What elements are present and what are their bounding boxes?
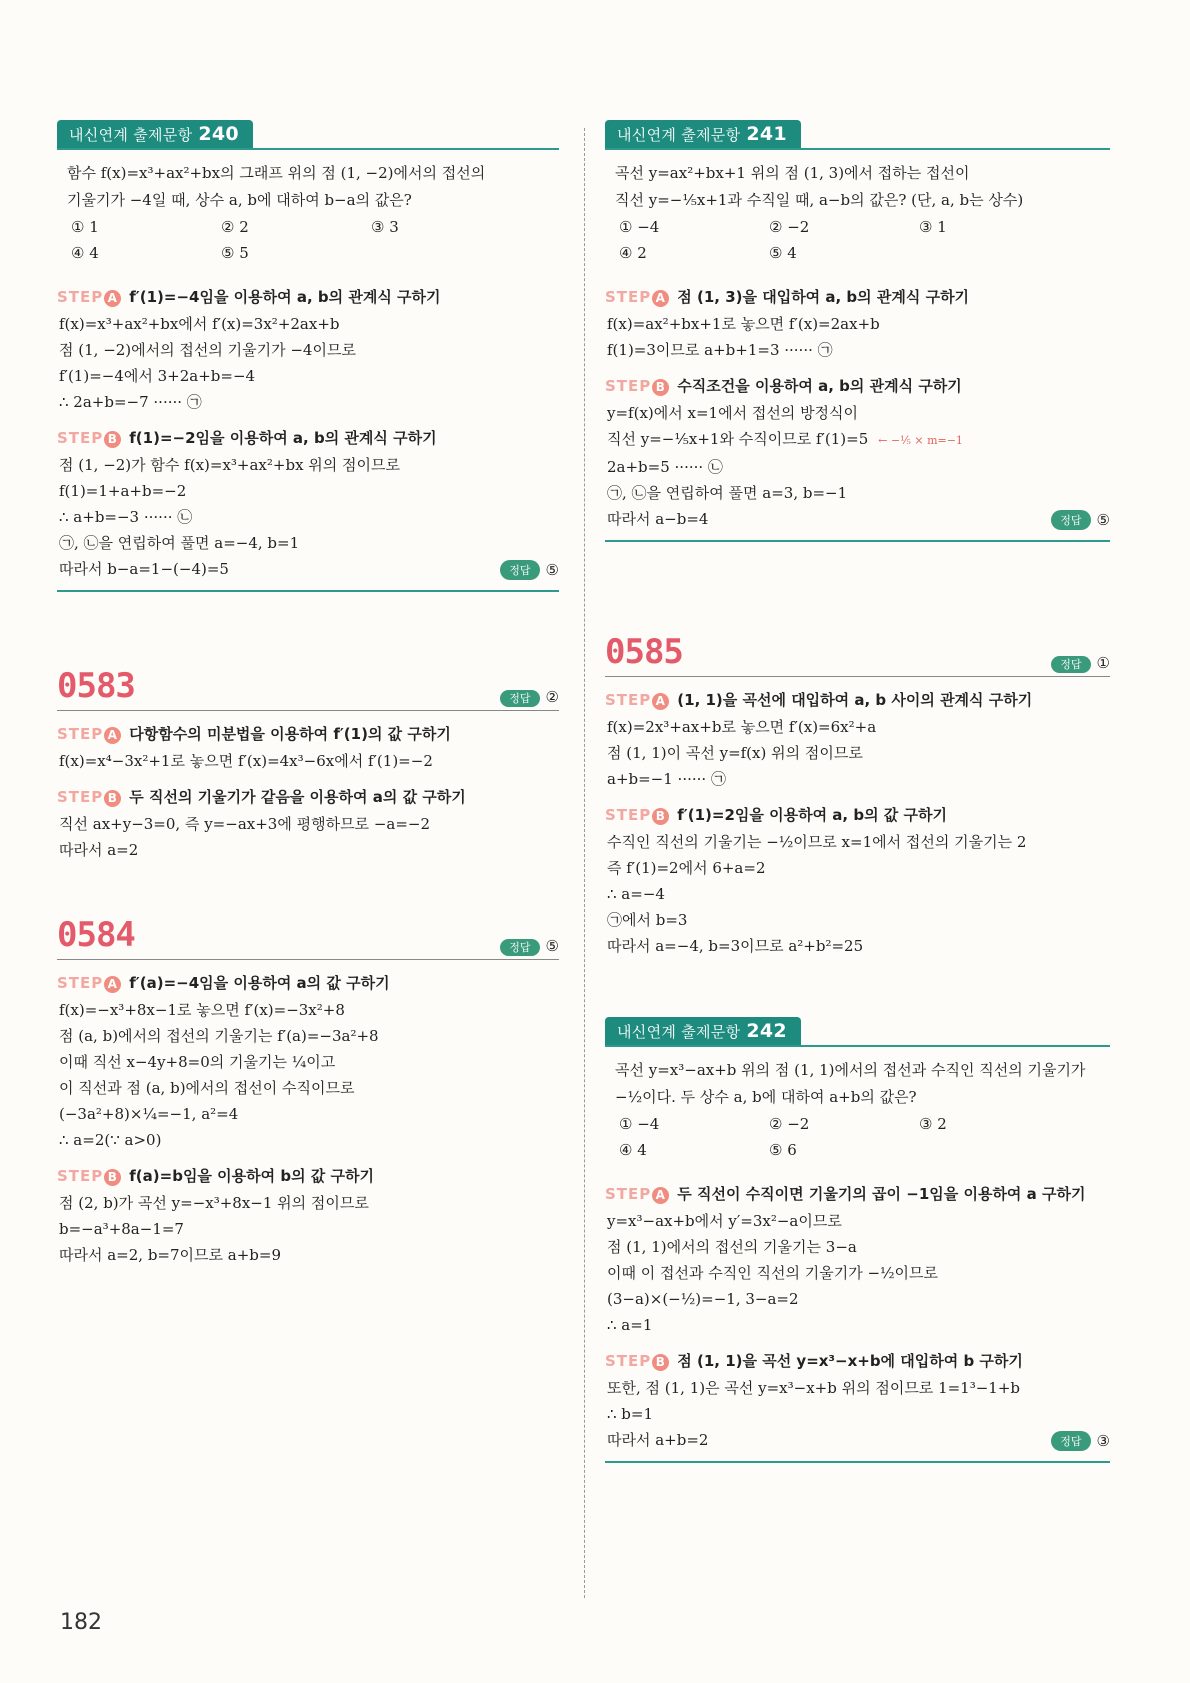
answer: 정답 ⑤ [605,510,1110,530]
problem-header [605,1017,1110,1047]
choices: ① −4 ② −2 ③ 1 ④ 2 ⑤ 4 [619,218,947,262]
solution-line: f′(1)=−4에서 3+2a+b=−4 [59,367,256,385]
solution-line: 따라서 a=2 [59,841,139,859]
problem-tag: 내신연계 출제문항 241 [605,120,801,148]
solution-line: 따라서 a=2, b=7이므로 a+b=9 [59,1246,282,1264]
problem-header [57,120,559,150]
problem-number-header: 0583 정답 ② [57,666,559,711]
answer: 정답 ⑤ [57,560,559,580]
right-column [605,120,1110,1497]
solution-line: (−3a²+8)×¼=−1, a²=4 [59,1105,239,1123]
solution-line: f(x)=2x³+ax+b로 놓으면 f′(x)=6x²+a [607,718,877,736]
solution-line: ∴ a+b=−3 ······ ㉡ [59,508,193,526]
step-a: STEP A 두 직선이 수직이면 기울기의 곱이 −1임을 이용하여 a 구하기 [605,1185,1086,1203]
solution-line: 즉 f′(1)=2에서 6+a=2 [607,859,766,877]
solution-line: y=x³−ax+b에서 y′=3x²−a이므로 [607,1212,842,1230]
problem-0585 [605,632,1110,959]
solution-line: y=f(x)에서 x=1에서 접선의 방정식이 [607,404,859,422]
solution-line: f(x)=x⁴−3x²+1로 놓으면 f′(x)=4x³−6x에서 f′(1)=−2 [59,752,433,770]
solution-line: f(1)=3이므로 a+b+1=3 ······ ㉠ [607,341,833,359]
problem-242 [605,1017,1110,1463]
solution-line: ∴ a=1 [607,1316,653,1334]
step-a: STEP A 점 (1, 3)을 대입하여 a, b의 관계식 구하기 [605,288,970,306]
solution-line: 2a+b=5 ······ ㉡ [607,458,723,476]
solution-line: f(x)=ax²+bx+1로 놓으면 f′(x)=2ax+b [607,315,880,333]
solution-line: b=−a³+8a−1=7 [59,1220,184,1238]
solution-line: 수직인 직선의 기울기는 −½이므로 x=1에서 접선의 기울기는 2 [607,833,1027,851]
question-text: 곡선 y=ax²+bx+1 위의 점 (1, 3)에서 접하는 접선이 직선 y=−⅕x+1과 수직일 때, a−b의 값은? (단, a, b는 상수) ① −4 ② −2 ③ 1 ④ 2 ⑤ 4 [605,156,1110,274]
question-text: 함수 f(x)=x³+ax²+bx의 그래프 위의 점 (1, −2)에서의 접선의 기울기가 −4일 때, 상수 a, b에 대하여 b−a의 값은? ① 1 ② 2 ③ 3 ④ 4 ⑤ 5 [57,156,559,274]
solution-line: 따라서 a−b=4 [607,510,709,528]
solution-line: ∴ 2a+b=−7 ······ ㉠ [59,393,202,411]
solution-line: 점 (1, 1)이 곡선 y=f(x) 위의 점이므로 [607,744,863,762]
solution-line: 따라서 a=−4, b=3이므로 a²+b²=25 [607,937,864,955]
solution-line: 따라서 b−a=1−(−4)=5 [59,560,229,578]
solution-line: 점 (1, 1)에서의 접선의 기울기는 3−a [607,1238,857,1256]
solution-line: 점 (2, b)가 곡선 y=−x³+8x−1 위의 점이므로 [59,1194,369,1212]
side-note: ← −⅕ × m=−1 [878,434,963,447]
solution-line: (3−a)×(−½)=−1, 3−a=2 [607,1290,799,1308]
choices: ① −4 ② −2 ③ 2 ④ 4 ⑤ 6 [619,1115,947,1159]
page-number: 182 [60,1610,102,1635]
solution-line: 따라서 a+b=2 [607,1431,709,1449]
step-b: STEP B 수직조건을 이용하여 a, b의 관계식 구하기 [605,377,962,395]
step-a: STEP A f′(1)=−4임을 이용하여 a, b의 관계식 구하기 [57,288,441,306]
step-a: STEP A f′(a)=−4임을 이용하여 a의 값 구하기 [57,974,390,992]
problem-header [605,120,1110,150]
solution-line: a+b=−1 ······ ㉠ [607,770,726,788]
choices: ① 1 ② 2 ③ 3 ④ 4 ⑤ 5 [71,218,399,262]
step-b: STEP B 두 직선의 기울기가 같음을 이용하여 a의 값 구하기 [57,788,466,806]
solution-line: ∴ a=2(∵ a>0) [59,1131,162,1149]
step-b: STEP B f(a)=b임을 이용하여 b의 값 구하기 [57,1167,374,1185]
solution-line: f(x)=x³+ax²+bx에서 f′(x)=3x²+2ax+b [59,315,340,333]
step-a: STEP A 다항함수의 미분법을 이용하여 f′(1)의 값 구하기 [57,725,451,743]
solution-line: 이때 이 접선과 수직인 직선의 기울기가 −½이므로 [607,1264,939,1282]
problem-0584 [57,915,559,1268]
step-b: STEP B 점 (1, 1)을 곡선 y=x³−x+b에 대입하여 b 구하기 [605,1352,1023,1370]
solution-line: 점 (1, −2)가 함수 f(x)=x³+ax²+bx 위의 점이므로 [59,456,401,474]
solution-line: ∴ a=−4 [607,885,665,903]
solution-line: f(x)=−x³+8x−1로 놓으면 f′(x)=−3x²+8 [59,1001,345,1019]
step-a: STEP A (1, 1)을 곡선에 대입하여 a, b 사이의 관계식 구하기 [605,691,1033,709]
solution-line: f(1)=1+a+b=−2 [59,482,187,500]
solution-line: ㉠에서 b=3 [607,911,688,929]
left-column [57,120,559,1302]
problem-0583 [57,666,559,863]
solution-line: ㉠, ㉡을 연립하여 풀면 a=−4, b=1 [59,534,300,552]
problem-241 [605,120,1110,542]
problem-number-header: 0585 정답 ① [605,632,1110,677]
problem-number-header: 0584 정답 ⑤ [57,915,559,960]
problem-tag: 내신연계 출제문항 240 [57,120,253,148]
solution-line: 이 직선과 점 (a, b)에서의 접선이 수직이므로 [59,1079,355,1097]
solution-line: 점 (1, −2)에서의 접선의 기울기가 −4이므로 [59,341,356,359]
problem-240 [57,120,559,592]
column-divider [584,128,585,1598]
solution-line: 점 (a, b)에서의 접선의 기울기는 f′(a)=−3a²+8 [59,1027,379,1045]
problem-tag: 내신연계 출제문항 242 [605,1017,801,1045]
question-text: 곡선 y=x³−ax+b 위의 점 (1, 1)에서의 접선과 수직인 직선의 기울기가 −½이다. 두 상수 a, b에 대하여 a+b의 값은? ① −4 ② −2 ③ 2 ④ 4 ⑤ 6 [605,1053,1110,1171]
solution-line: ㉠, ㉡을 연립하여 풀면 a=3, b=−1 [607,484,848,502]
answer: 정답 ③ [605,1431,1110,1451]
solution-line: 이때 직선 x−4y+8=0의 기울기는 ¼이고 [59,1053,336,1071]
step-b: STEP B f(1)=−2임을 이용하여 a, b의 관계식 구하기 [57,429,437,447]
solution-line: 직선 y=−⅕x+1와 수직이므로 f′(1)=5 ← −⅕ × m=−1 [607,430,963,448]
step-b: STEP B f′(1)=2임을 이용하여 a, b의 값 구하기 [605,806,947,824]
solution-line: ∴ b=1 [607,1405,654,1423]
solution-line: 또한, 점 (1, 1)은 곡선 y=x³−x+b 위의 점이므로 1=1³−1+b [607,1379,1021,1397]
solution-line: 직선 ax+y−3=0, 즉 y=−ax+3에 평행하므로 −a=−2 [59,815,431,833]
